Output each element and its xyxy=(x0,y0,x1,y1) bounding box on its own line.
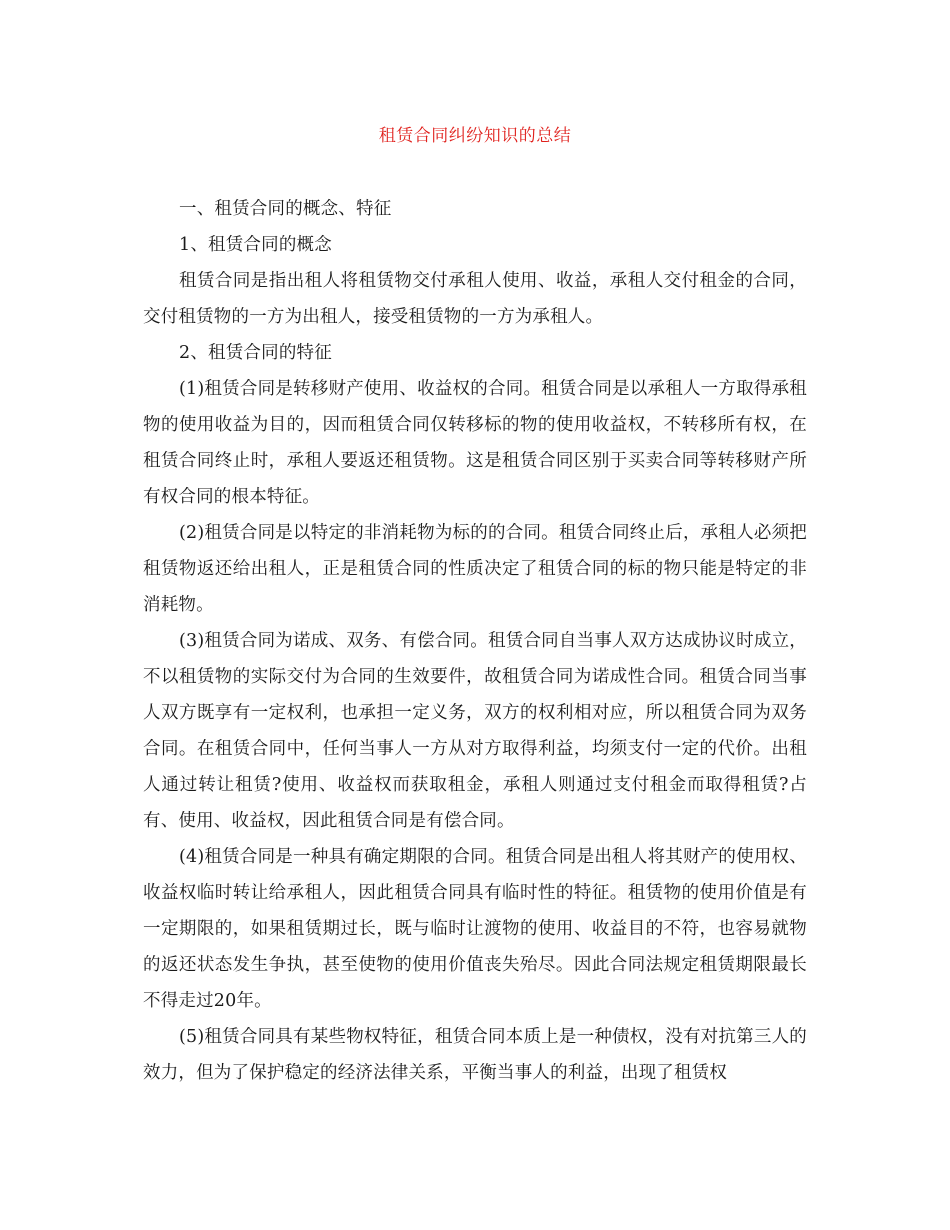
subsection-heading: 2、租赁合同的特征 xyxy=(179,343,332,363)
body-paragraph: 租赁合同是指出租人将租赁物交付承租人使用、收益，承租人交付租金的合同，交付租赁物的一方为出租人，接受租赁物的一方为承租人。 xyxy=(143,271,807,327)
section-heading: 一、租赁合同的概念、特征 xyxy=(179,199,392,219)
body-paragraph: (1)租赁合同是转移财产使用、收益权的合同。租赁合同是以承租人一方取得承租物的使用收益为目的，因而租赁合同仅转移标的物的使用收益权，不转移所有权，在租赁合同终止时，承租人要返还租赁物。这是租赁合同区别于买卖合同等转移财产所有权合同的根本特征。 xyxy=(143,379,807,507)
body-paragraph: (5)租赁合同具有某些物权特征，租赁合同本质上是一种债权，没有对抗第三人的效力，但为了保护稳定的经济法律关系，平衡当事人的利益，出现了租赁权 xyxy=(143,1027,807,1083)
document-title: 租赁合同纠纷知识的总结 xyxy=(378,126,572,146)
body-paragraph: (3)租赁合同为诺成、双务、有偿合同。租赁合同自当事人双方达成协议时成立，不以租赁物的实际交付为合同的生效要件，故租赁合同为诺成性合同。租赁合同当事人双方既享有一定权利，也承担一定义务，双方的权利相对应，所以租赁合同为双务合同。在租赁合同中，任何当事人一方从对方取得利益，均须支付一定的代价。出租人通过转让租赁?使用、收益权而获取租金，承租人则通过支付租金而取得租赁?占有、使用、收益权，因此租赁合同是有偿合同。 xyxy=(143,631,807,831)
body-paragraph: (4)租赁合同是一种具有确定期限的合同。租赁合同是出租人将其财产的使用权、收益权临时转让给承租人，因此租赁合同具有临时性的特征。租赁物的使用价值是有一定期限的，如果租赁期过长，既与临时让渡物的使用、收益目的不符，也容易就物的返还状态发生争执，甚至使物的使用价值丧失殆尽。因此合同法规定租赁期限最长不得走过20年。 xyxy=(143,847,807,1011)
body-paragraph: (2)租赁合同是以特定的非消耗物为标的的合同。租赁合同终止后，承租人必须把租赁物返还给出租人，正是租赁合同的性质决定了租赁合同的标的物只能是特定的非消耗物。 xyxy=(143,523,807,615)
subsection-heading: 1、租赁合同的概念 xyxy=(179,235,332,255)
document-body xyxy=(143,191,807,1091)
